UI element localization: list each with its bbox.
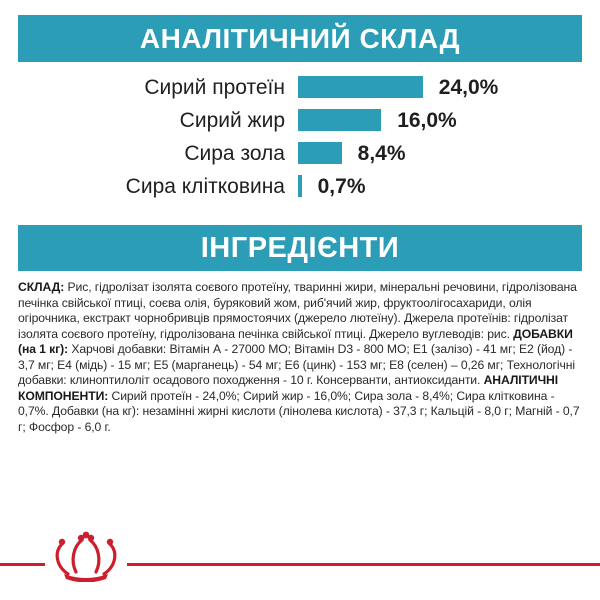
nutrient-bar bbox=[298, 109, 381, 131]
additives-label: ДОБАВКИ (на 1 кг): bbox=[18, 326, 573, 356]
nutrient-row bbox=[0, 139, 600, 169]
ingredients-paragraph bbox=[18, 280, 584, 435]
footer-divider-right bbox=[127, 563, 600, 566]
composition-label: СКЛАД: bbox=[18, 280, 65, 294]
nutrient-bar bbox=[298, 76, 423, 98]
nutrient-value: 24,0% bbox=[438, 76, 499, 99]
nutrient-label: Сира зола bbox=[184, 142, 285, 165]
analytic-components-label: АНАЛІТИЧНІ КОМПОНЕНТИ: bbox=[18, 373, 559, 403]
nutrient-value: 8,4% bbox=[357, 142, 406, 165]
ingredients-header bbox=[18, 225, 582, 271]
nutrient-row bbox=[0, 73, 600, 103]
nutrient-value: 16,0% bbox=[397, 109, 457, 132]
analytic-components-text: Сирий протеїн - 24,0%; Сирий жир - 16,0%; Сира зола - 8,4%; Сира клітковина - 0,7%. Добавки (на кг): незамінні жирні кислоти (лінолева кислота) - 37,3 г; Кальцій - 8,0 г; Магній - 0,7 г; Фосфор - 6,0 г. bbox=[18, 388, 580, 434]
nutrient-value: 0,7% bbox=[317, 175, 366, 198]
nutrient-label: Сирий жир bbox=[179, 109, 285, 132]
additives-text: Харчові добавки: Вітамін А - 27000 МО; Вітамін D3 - 800 МО; Е1 (залізо) - 41 мг; Е2 (йод) - 3,7 мг; Е4 (мідь) - 15 мг; Е5 (марганець) - 54 мг; Е6 (цинк) - 153 мг; Е8 (селен) – 0,26 мг; Технологічні добавки: клиноптилоліт осадового походження - 10 г. Консерванти, антиоксиданти. bbox=[18, 342, 575, 387]
nutrient-bar bbox=[298, 142, 342, 164]
analytic-composition-title: АНАЛІТИЧНИЙ СКЛАД bbox=[139, 22, 461, 54]
composition-text: Рис, гідролізат ізолята соєвого протеїну, тваринні жири, мінеральні речовини, гідролізована печінка свійської птиці, соєва олія, буряковий жом, риб'ячий жир, фруктоолігосахариди, олія огірочника, екстракт чорнобривців прямостоячих (джерело лютеїну). Джерела протеїнів: гідролізат ізолята соєвого протеїну, гідролізована печінка свійської птиці. Джерело вуглеводів: рис. bbox=[18, 280, 577, 341]
nutrient-label: Сирий протеїн bbox=[144, 76, 285, 99]
analytic-composition-header bbox=[18, 15, 582, 62]
ingredients-title: ІНГРЕДІЄНТИ bbox=[200, 231, 400, 264]
footer-divider-left bbox=[0, 563, 45, 566]
royal-canin-crown-icon bbox=[48, 530, 124, 582]
nutrient-label: Сира клітковина bbox=[125, 175, 285, 198]
nutrient-row bbox=[0, 106, 600, 136]
nutrient-row bbox=[0, 172, 600, 202]
nutrient-bar bbox=[298, 175, 302, 197]
